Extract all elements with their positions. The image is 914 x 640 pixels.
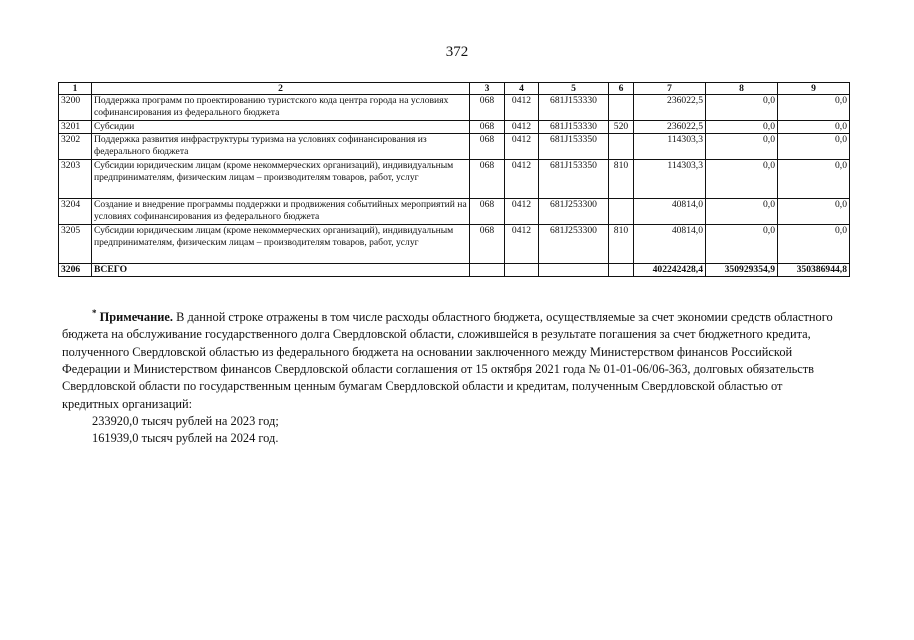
- amount-2024-cell: 350386944,8: [778, 264, 850, 277]
- target-code-cell: 681J153350: [539, 160, 609, 199]
- amount-2023-cell: 0,0: [706, 160, 778, 199]
- footnote-text: В данной строке отражены в том числе расходы областного бюджета, осуществляемые за счет экономии средств областного бюджета на обслуживание государственного долга Свердловской области, сложившейся в результате погашения за счет бюджетного кредита, полученного Свердловской областью из федерального бюджета на основании заключенного между Министерством финансов Российской Федерации и Министерством финансов Свердловской области соглашения от 15 октября 2021 года № 01-01-06/06-363, долговых обязательств Свердловской области по государственным ценным бумагам Свердловской области и кредитам, полученным Свердловской областью от кредитных организаций:: [62, 310, 833, 411]
- table-row: [59, 134, 850, 160]
- row-name-cell: Субсидии юридическим лицам (кроме некоммерческих организаций), индивидуальным предпринимателям, физическим лицам – производителям товаров, работ, услуг: [92, 225, 470, 264]
- section-code-cell: [505, 264, 539, 277]
- amount-2023-cell: 350929354,9: [706, 264, 778, 277]
- header-cell: 3: [470, 83, 505, 95]
- ministry-code-cell: 068: [470, 121, 505, 134]
- row-number-cell: 3201: [59, 121, 92, 134]
- table-row: [59, 199, 850, 225]
- amount-2024-cell: 0,0: [778, 199, 850, 225]
- amount-2022-cell: 40814,0: [634, 225, 706, 264]
- footnote-amount-2024: 161939,0 тысяч рублей на 2024 год.: [92, 431, 279, 446]
- table-row: [59, 160, 850, 199]
- target-code-cell: [539, 264, 609, 277]
- amount-2022-cell: 402242428,4: [634, 264, 706, 277]
- table-row: [59, 95, 850, 121]
- header-cell: 9: [778, 83, 850, 95]
- row-number-cell: 3200: [59, 95, 92, 121]
- amount-2022-cell: 114303,3: [634, 134, 706, 160]
- amount-2024-cell: 0,0: [778, 160, 850, 199]
- amount-2024-cell: 0,0: [778, 134, 850, 160]
- amount-2022-cell: 114303,3: [634, 160, 706, 199]
- section-code-cell: 0412: [505, 95, 539, 121]
- amount-2023-cell: 0,0: [706, 225, 778, 264]
- section-code-cell: 0412: [505, 225, 539, 264]
- amount-2023-cell: 0,0: [706, 95, 778, 121]
- header-cell: 2: [92, 83, 470, 95]
- expense-type-cell: [609, 264, 634, 277]
- header-cell: 1: [59, 83, 92, 95]
- table-row: [59, 121, 850, 134]
- table-row: [59, 225, 850, 264]
- row-name-cell: ВСЕГО: [92, 264, 470, 277]
- ministry-code-cell: 068: [470, 134, 505, 160]
- expense-type-cell: 520: [609, 121, 634, 134]
- row-number-cell: 3204: [59, 199, 92, 225]
- row-name-cell: Субсидии: [92, 121, 470, 134]
- amount-2023-cell: 0,0: [706, 134, 778, 160]
- row-name-cell: Субсидии юридическим лицам (кроме некоммерческих организаций), индивидуальным предпринимателям, физическим лицам – производителям товаров, работ, услуг: [92, 160, 470, 199]
- page-number: 372: [445, 44, 469, 60]
- table-body: [59, 95, 850, 277]
- expense-type-cell: [609, 199, 634, 225]
- expense-type-cell: 810: [609, 225, 634, 264]
- amount-2022-cell: 236022,5: [634, 121, 706, 134]
- footnote: [62, 305, 842, 448]
- row-number-cell: 3206: [59, 264, 92, 277]
- row-number-cell: 3202: [59, 134, 92, 160]
- table-total-row: [59, 264, 850, 277]
- row-number-cell: 3203: [59, 160, 92, 199]
- footnote-paragraph: [62, 305, 842, 413]
- ministry-code-cell: 068: [470, 225, 505, 264]
- expense-type-cell: 810: [609, 160, 634, 199]
- section-code-cell: 0412: [505, 134, 539, 160]
- expense-type-cell: [609, 95, 634, 121]
- row-number-cell: 3205: [59, 225, 92, 264]
- row-name-cell: Поддержка развития инфраструктуры туризма на условиях софинансирования из федерального бюджета: [92, 134, 470, 160]
- header-cell: 5: [539, 83, 609, 95]
- ministry-code-cell: 068: [470, 160, 505, 199]
- target-code-cell: 681J253300: [539, 199, 609, 225]
- section-code-cell: 0412: [505, 160, 539, 199]
- amount-2024-cell: 0,0: [778, 121, 850, 134]
- section-code-cell: 0412: [505, 121, 539, 134]
- budget-table: [58, 82, 850, 277]
- target-code-cell: 681J253300: [539, 225, 609, 264]
- ministry-code-cell: 068: [470, 95, 505, 121]
- expense-type-cell: [609, 134, 634, 160]
- target-code-cell: 681J153350: [539, 134, 609, 160]
- amount-2024-cell: 0,0: [778, 95, 850, 121]
- ministry-code-cell: 068: [470, 199, 505, 225]
- target-code-cell: 681J153330: [539, 121, 609, 134]
- amount-2023-cell: 0,0: [706, 199, 778, 225]
- footnote-title: Примечание.: [99, 310, 173, 325]
- footnote-amount-2023: 233920,0 тысяч рублей на 2023 год;: [92, 413, 279, 428]
- header-cell: 6: [609, 83, 634, 95]
- table-header-row: [59, 83, 850, 95]
- header-cell: 8: [706, 83, 778, 95]
- header-cell: 7: [634, 83, 706, 95]
- footnote-marker: *: [92, 308, 97, 318]
- row-name-cell: Создание и внедрение программы поддержки и продвижения событийных мероприятий на условиях софинансирования из федерального бюджета: [92, 199, 470, 225]
- target-code-cell: 681J153330: [539, 95, 609, 121]
- ministry-code-cell: [470, 264, 505, 277]
- section-code-cell: 0412: [505, 199, 539, 225]
- amount-2022-cell: 40814,0: [634, 199, 706, 225]
- amount-2024-cell: 0,0: [778, 225, 850, 264]
- header-cell: 4: [505, 83, 539, 95]
- amount-2023-cell: 0,0: [706, 121, 778, 134]
- row-name-cell: Поддержка программ по проектированию туристского кода центра города на условиях софинансирования из федерального бюджета: [92, 95, 470, 121]
- amount-2022-cell: 236022,5: [634, 95, 706, 121]
